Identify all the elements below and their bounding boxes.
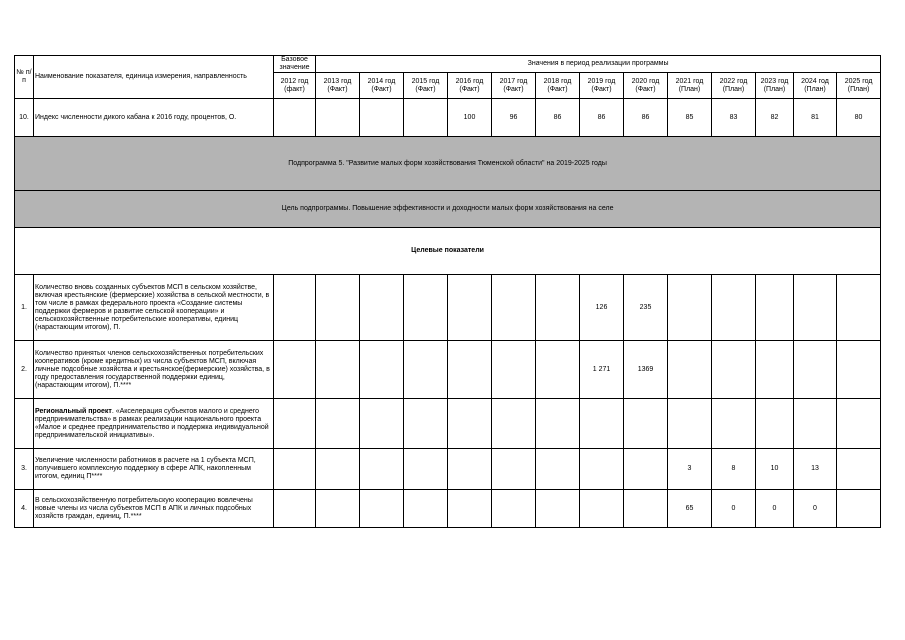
indicators-table (14, 55, 881, 528)
header-year: 2014 год (Факт) (360, 73, 404, 99)
year-value (837, 275, 881, 341)
year-value (624, 490, 668, 528)
indicator-name: Увеличение численности работников в расчете на 1 субъекта МСП, получившего комплексную поддержку в сфере АПК, накопленным итогом, единиц П**** (34, 449, 274, 490)
header-base: Базовое значение (274, 56, 316, 73)
base-value (274, 449, 316, 490)
regional-project-row (15, 399, 881, 449)
year-value (492, 449, 536, 490)
header-year: 2020 год (Факт) (624, 73, 668, 99)
regional-project-lead: Региональный проект (35, 407, 112, 415)
year-value: 85 (668, 99, 712, 137)
header-year: 2023 год (План) (756, 73, 794, 99)
year-value (316, 275, 360, 341)
year-value (756, 341, 794, 399)
year-value: 100 (448, 99, 492, 137)
year-value (404, 490, 448, 528)
year-value: 80 (837, 99, 881, 137)
year-value (492, 275, 536, 341)
header-year: 2013 год (Факт) (316, 73, 360, 99)
year-value (360, 490, 404, 528)
year-value (580, 449, 624, 490)
year-value: 1 271 (580, 341, 624, 399)
row-number: 10. (15, 99, 34, 137)
subprogram-title: Подпрограмма 5. "Развитие малых форм хозяйствования Тюменской области" на 2019-2025 годы (15, 137, 881, 191)
indicator-name: Количество вновь созданных субъектов МСП в сельском хозяйстве, включая крестьянские (фермерские) хозяйства в сельской местности, в том числе в рамках федерального проекта «Создание системы поддержки фермеров и развитие сельской кооперации» и сельскохозяйственные потребительские кооперативы, единиц (нарастающим итогом), П. (34, 275, 274, 341)
row-number: 4. (15, 490, 34, 528)
header-name: Наименование показателя, единица измерения, направленность (34, 56, 274, 99)
year-value: 235 (624, 275, 668, 341)
year-value (316, 99, 360, 137)
year-value (360, 449, 404, 490)
year-value: 83 (712, 99, 756, 137)
year-value: 96 (492, 99, 536, 137)
year-value (316, 449, 360, 490)
table-row (15, 275, 881, 341)
header-year: 2022 год (План) (712, 73, 756, 99)
year-value (536, 490, 580, 528)
year-value (712, 341, 756, 399)
year-value (360, 275, 404, 341)
indicator-name: Количество принятых членов сельскохозяйственных потребительских кооперативов (кроме кредитных) из числа субъектов МСП, включая личные подсобные хозяйства и крестьянское(фермерские) хозяйства, в году предоставления государственной поддержки единиц, (нарастающим итогом), П.**** (34, 341, 274, 399)
year-value (536, 449, 580, 490)
year-value (837, 490, 881, 528)
year-value: 82 (756, 99, 794, 137)
header-year: 2016 год (Факт) (448, 73, 492, 99)
table-row (15, 490, 881, 528)
header-year: 2024 год (План) (794, 73, 837, 99)
year-value (794, 275, 837, 341)
year-value (580, 490, 624, 528)
year-value (536, 341, 580, 399)
header-year: 2015 год (Факт) (404, 73, 448, 99)
header-num: № п/п (15, 56, 34, 99)
year-value: 13 (794, 449, 837, 490)
year-value: 0 (712, 490, 756, 528)
year-value: 0 (756, 490, 794, 528)
table-row (15, 449, 881, 490)
row-number: 3. (15, 449, 34, 490)
header-year: 2021 год (План) (668, 73, 712, 99)
header-year: 2019 год (Факт) (580, 73, 624, 99)
year-value (404, 275, 448, 341)
year-value (668, 341, 712, 399)
header-base-year: 2012 год (факт) (274, 73, 316, 99)
year-value (448, 490, 492, 528)
year-value (448, 275, 492, 341)
year-value (360, 99, 404, 137)
indicator-name: В сельскохозяйственную потребительскую кооперацию вовлечены новые члены из числа субъектов МСП в АПК и личных подсобных хозяйств граждан, единиц, П.**** (34, 490, 274, 528)
year-value (404, 99, 448, 137)
year-value: 86 (624, 99, 668, 137)
year-value (404, 341, 448, 399)
year-value (360, 341, 404, 399)
base-value (274, 275, 316, 341)
indicator-name: Индекс численности дикого кабана к 2016 году, процентов, О. (34, 99, 274, 137)
header-period: Значения в период реализации программы (316, 56, 881, 73)
year-value: 1369 (624, 341, 668, 399)
year-value (316, 490, 360, 528)
year-value: 81 (794, 99, 837, 137)
targets-title: Целевые показатели (15, 228, 881, 275)
year-value: 0 (794, 490, 837, 528)
year-value (448, 449, 492, 490)
row-number (15, 399, 34, 449)
year-value: 3 (668, 449, 712, 490)
year-value: 126 (580, 275, 624, 341)
row-number: 1. (15, 275, 34, 341)
year-value (712, 275, 756, 341)
year-value (756, 275, 794, 341)
year-value (536, 275, 580, 341)
header-year: 2018 год (Факт) (536, 73, 580, 99)
year-value: 86 (536, 99, 580, 137)
row-number: 2. (15, 341, 34, 399)
year-value (794, 341, 837, 399)
base-value (274, 99, 316, 137)
header-year: 2025 год (План) (837, 73, 881, 99)
year-value (668, 275, 712, 341)
year-value (624, 449, 668, 490)
year-value (316, 341, 360, 399)
year-value (448, 341, 492, 399)
year-value: 65 (668, 490, 712, 528)
year-value (837, 341, 881, 399)
header-year: 2017 год (Факт) (492, 73, 536, 99)
year-value: 86 (580, 99, 624, 137)
table-row (15, 341, 881, 399)
year-value (492, 341, 536, 399)
subprogram-goal: Цель подпрограммы. Повышение эффективности и доходности малых форм хозяйствования на селе (15, 191, 881, 228)
year-value: 8 (712, 449, 756, 490)
year-value (492, 490, 536, 528)
regional-project-text: . «Акселерация субъектов малого и среднего предпринимательства» в рамках реализации национального проекта «Малое и среднее предпринимательство и поддержка индивидуальной предпринимательской инициативы». (35, 407, 269, 439)
base-value (274, 341, 316, 399)
base-value (274, 490, 316, 528)
year-value: 10 (756, 449, 794, 490)
table-row (15, 99, 881, 137)
year-value (837, 449, 881, 490)
year-value (404, 449, 448, 490)
regional-project (34, 399, 274, 449)
